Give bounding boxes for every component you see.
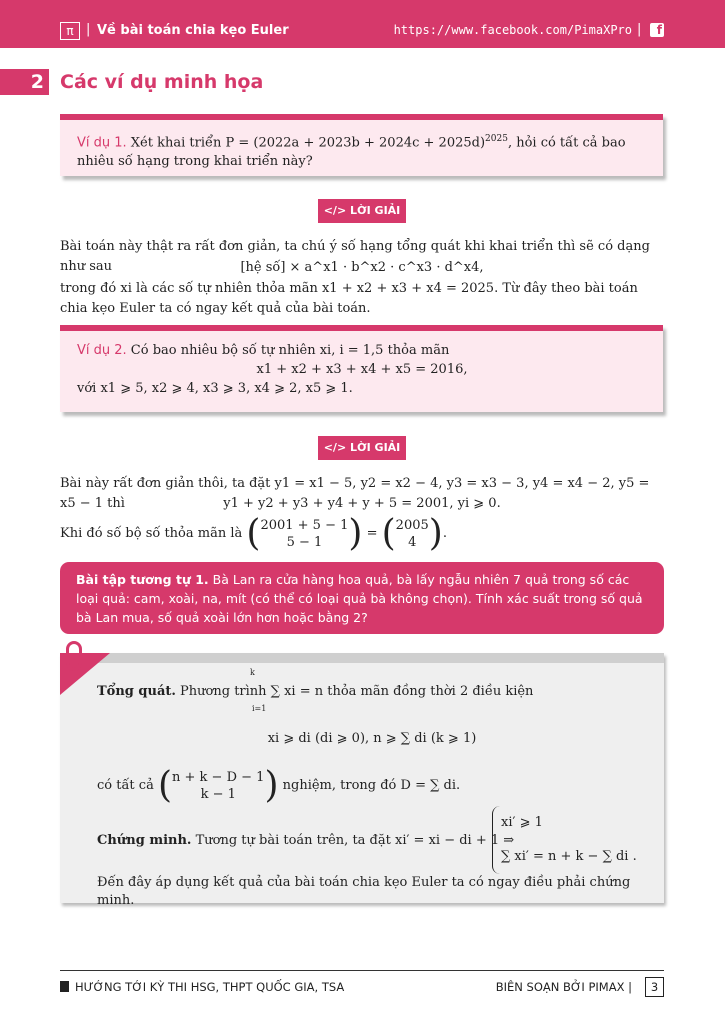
proof-cases — [492, 806, 652, 874]
example-2-box — [60, 325, 663, 412]
sentence-end: . — [442, 526, 447, 541]
binomial-b — [396, 517, 429, 551]
general-binomial-bottom: k − 1 — [200, 786, 236, 802]
pi-icon: π — [60, 22, 80, 40]
solution-1-paragraph-2: trong đó xi là các số tự nhiên thỏa mãn x1 + x2 + x3 + x4 = 2025. Từ đây theo bài toán chia kẹo Euler ta có ngay kết quả của bài toán. — [60, 281, 638, 316]
example-2-condition: với x1 ⩾ 5, x2 ⩾ 4, x3 ⩾ 3, x4 ⩾ 2, x5 ⩾ 1. — [77, 381, 353, 396]
top-header-bar — [0, 0, 725, 48]
similar-exercise-box — [60, 562, 664, 634]
header-separator-right: | — [637, 22, 642, 37]
section-number: 2 — [0, 69, 49, 95]
header-separator: | — [86, 22, 91, 37]
footer-rule — [60, 970, 664, 971]
general-binomial-top: n + k − D − 1 — [172, 769, 265, 785]
count-prefix: có tất cả — [97, 778, 154, 793]
example-1-text-after: , hỏi có tất cả bao nhiêu số hạng trong khai triển này? — [77, 135, 626, 170]
binomial-b-top: 2005 — [395, 517, 429, 533]
facebook-icon[interactable]: f — [650, 23, 664, 37]
general-count — [97, 766, 647, 806]
proof-text: Tương tự bài toán trên, ta đặt xi′ = xi − di + 1 ⇒ — [191, 833, 515, 848]
example-1-box — [60, 114, 663, 176]
right-paren: ) — [428, 512, 443, 554]
left-paren: ( — [246, 512, 261, 554]
general-conditions: xi ⩾ di (di ⩾ 0), n ⩾ ∑ di (k ⩾ 1) — [267, 731, 477, 746]
example-2-text: Có bao nhiêu bộ số tự nhiên xi, i = 1,5 thỏa mãn — [126, 343, 450, 358]
example-2-equation: x1 + x2 + x3 + x4 + x5 = 2016, — [256, 362, 468, 377]
footer-left-text: HƯỚNG TỚI KỲ THI HSG, THPT QUỐC GIA, TSA — [75, 980, 345, 994]
count-suffix: nghiệm, trong đó D = ∑ di. — [282, 778, 461, 793]
left-paren: ( — [157, 764, 173, 806]
solution-2-result — [60, 514, 664, 554]
example-2-label: Ví dụ 2. — [77, 343, 127, 358]
paperclip-icon — [66, 641, 82, 671]
general-intro: Phương trình ∑ xi = n thỏa mãn đồng thời 2 điều kiện — [175, 684, 534, 699]
binomial-a-bottom: 5 − 1 — [286, 534, 323, 550]
section-title: Các ví dụ minh họa — [60, 71, 264, 93]
right-paren: ) — [264, 764, 279, 806]
sum-lower-limit: i=1 — [252, 704, 267, 713]
proof-case-2: ∑ xi′ = n + k − ∑ di . — [501, 849, 637, 864]
header-title: Về bài toán chia kẹo Euler — [97, 23, 289, 38]
equals-sign: = — [366, 526, 378, 541]
example-1-text: Xét khai triển P = (2022a + 2023b + 2024c + 2025d) — [126, 135, 486, 151]
general-binomial — [172, 769, 264, 803]
similar-exercise-text: Bà Lan ra cửa hàng hoa quả, bà lấy ngẫu nhiên 7 quả trong số các loại quả: cam, xoài, na, mít (có thể có loại quả bà không chọn). Tính xác suất trong số quả bà Lan mua, số quả xoài lớn hơn hoặc bằng 2? — [76, 572, 643, 625]
proof-case-1: xi′ ⩾ 1 — [501, 815, 543, 830]
example-1-exponent: 2025 — [485, 134, 508, 144]
left-paren: ( — [381, 512, 396, 554]
page-number: 3 — [645, 977, 664, 997]
book-icon — [60, 981, 69, 992]
solution-2-paragraph-1: Bài này rất đơn giản thôi, ta đặt y1 = x1 − 5, y2 = x2 − 4, y3 = x3 − 3, y4 = x4 − 2, y5 = x5 − 1 thì — [60, 476, 650, 511]
solution-2-equation: y1 + y2 + y3 + y4 + y + 5 = 2001, yi ⩾ 0. — [223, 496, 501, 511]
right-paren: ) — [348, 512, 363, 554]
proof-label: Chứng minh. — [97, 833, 192, 848]
solution-1-formula: [hệ số] × a^x1 · b^x2 · c^x3 · d^x4, — [240, 260, 484, 275]
general-final: Đến đây áp dụng kết quả của bài toán chia kẹo Euler ta có ngay điều phải chứng minh. — [97, 875, 631, 908]
sum-upper-limit: k — [250, 668, 255, 677]
example-1-label: Ví dụ 1. — [77, 135, 127, 151]
footer-left — [60, 980, 344, 994]
similar-exercise-label: Bài tập tương tự 1. — [76, 572, 209, 587]
binomial-a — [260, 517, 348, 551]
solution-2-button[interactable]: </> LỜI GIẢI — [318, 436, 406, 460]
solution-1-button[interactable]: </> LỜI GIẢI — [318, 199, 406, 223]
general-statement — [97, 682, 647, 702]
footer-right: BIÊN SOẠN BỞI PIMAX | — [495, 980, 632, 994]
general-label: Tổng quát. — [97, 684, 176, 699]
solution-2-result-prefix: Khi đó số bộ số thỏa mãn là — [60, 526, 243, 541]
binomial-b-bottom: 4 — [408, 534, 417, 550]
binomial-a-top: 2001 + 5 − 1 — [260, 517, 349, 533]
solution-1-paragraph-1: Bài toán này thật ra rất đơn giản, ta chú ý số hạng tổng quát khi khai triển thì sẽ có dạng như sau — [60, 239, 650, 274]
header-url-link[interactable]: https://www.facebook.com/PimaXPro — [393, 23, 632, 37]
